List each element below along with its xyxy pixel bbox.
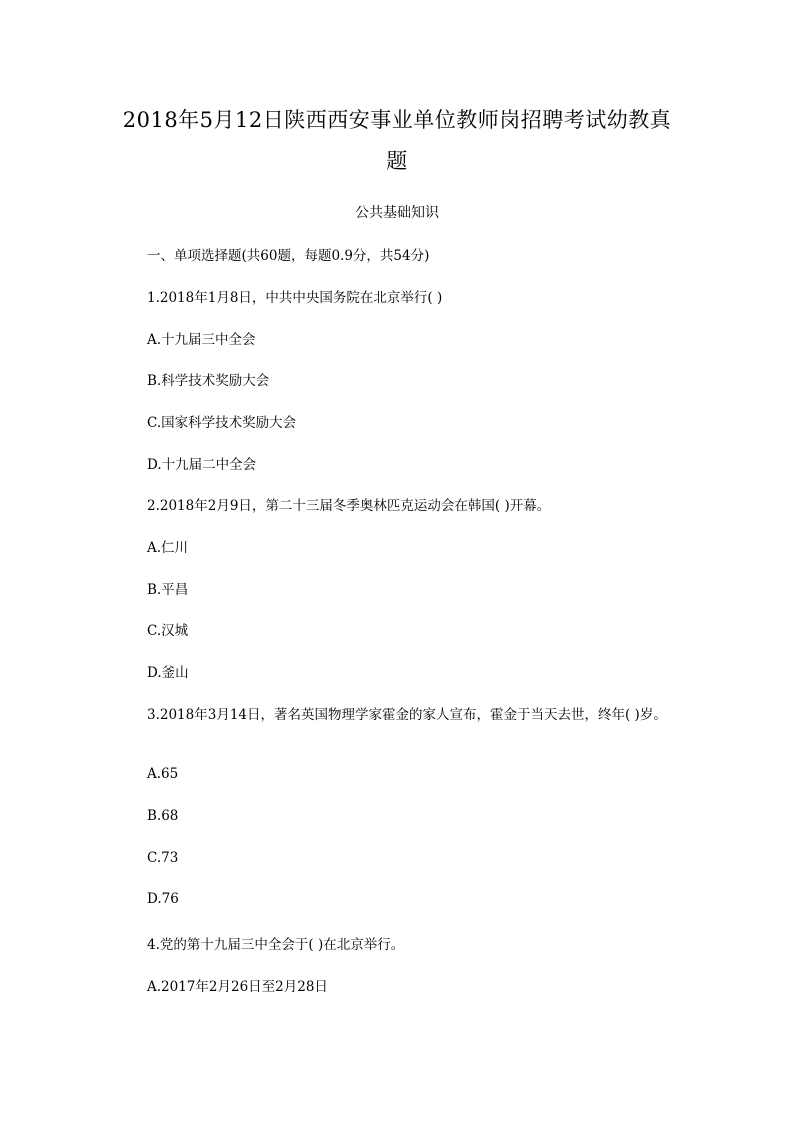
question-4-option-a: A.2017年2月26日至2月28日 — [147, 979, 328, 995]
question-3-option-c: C.73 — [147, 850, 179, 866]
question-1-option-d: D.十九届二中全会 — [147, 457, 257, 473]
part-heading: 一、单项选择题(共60题，每题0.9分，共54分) — [147, 248, 430, 264]
question-3-option-a: A.65 — [147, 766, 179, 782]
question-3-stem: 3.2018年3月14日，著名英国物理学家霍金的家人宣布，霍金于当天去世，终年( )岁。 — [147, 707, 667, 723]
question-1-option-c: C.国家科学技术奖励大会 — [147, 415, 297, 431]
section-heading: 公共基础知识 — [355, 205, 439, 221]
question-1-stem: 1.2018年1月8日，中共中央国务院在北京举行( ) — [147, 290, 443, 306]
question-1-option-b: B.科学技术奖励大会 — [147, 373, 270, 389]
question-2-option-d: D.釜山 — [147, 665, 189, 681]
question-4-stem: 4.党的第十九届三中全会于( )在北京举行。 — [147, 937, 405, 953]
question-3-option-d: D.76 — [147, 891, 179, 907]
document-title-line1: 2018年5月12日陕西西安事业单位教师岗招聘考试幼教真 — [122, 108, 672, 132]
question-2-option-b: B.平昌 — [147, 582, 189, 598]
question-1-option-a: A.十九届三中全会 — [147, 332, 256, 348]
question-3-option-b: B.68 — [147, 808, 179, 824]
document-title-line2: 题 — [386, 149, 408, 173]
question-2-option-a: A.仁川 — [147, 540, 189, 556]
question-2-stem: 2.2018年2月9日，第二十三届冬季奥林匹克运动会在韩国( )开幕。 — [147, 498, 551, 514]
question-2-option-c: C.汉城 — [147, 623, 189, 639]
